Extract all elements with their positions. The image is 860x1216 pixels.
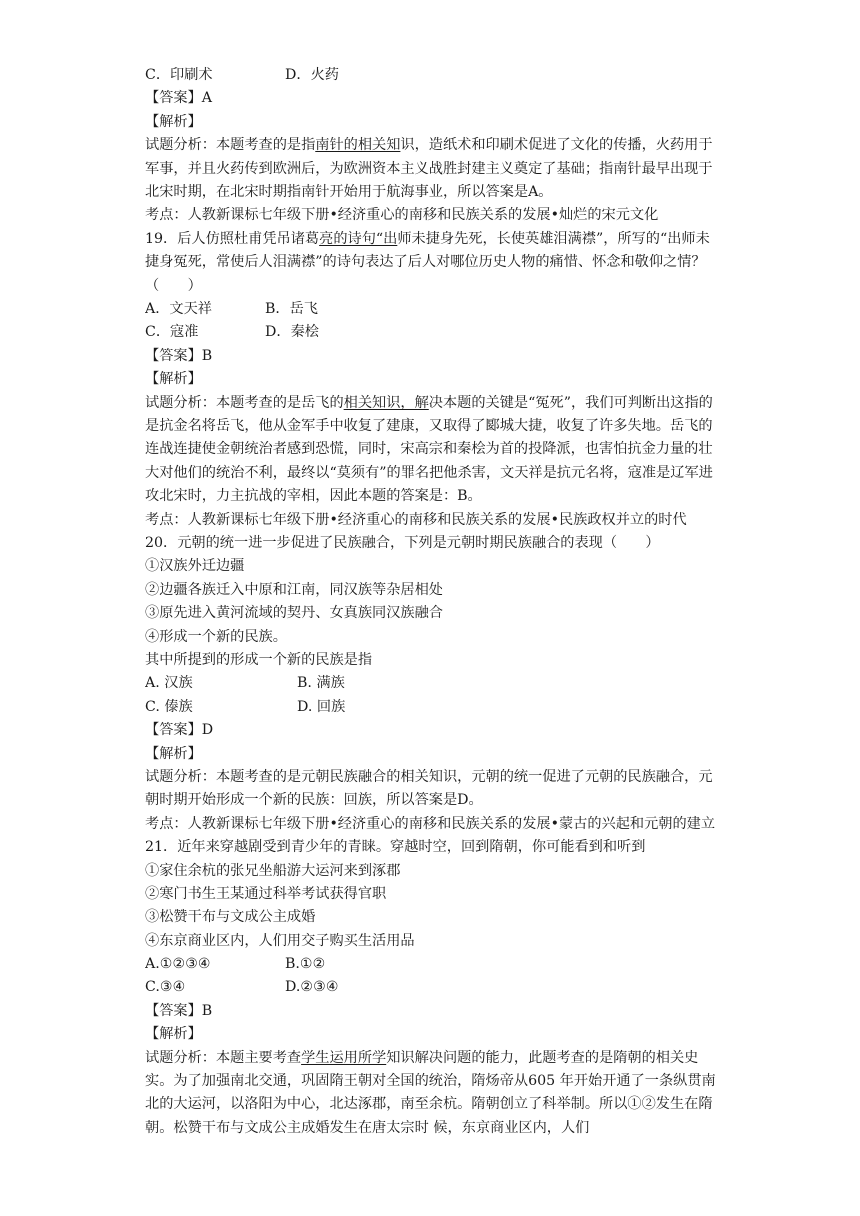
q18-option-d: D．火药 (285, 67, 339, 83)
q19-option-d: D．秦桧 (265, 324, 319, 341)
q18-point: 考点：人教新课标七年级下册•经济重心的南移和民族关系的发展•灿烂的宋元文化 (145, 207, 659, 224)
q19-analysis: 试题分析：本题考查的是岳飞的相关知识，解决本题的关键是“冤死”，我们可判断出这指的是抗金名将岳飞，他从金军手中收复了建康，又取得了郾城大捷，收复了许多失地。岳飞的连战连捷使金朝统治者感到恐慌，同时，宋高宗和秦桧为首的投降派，也害怕抗金力量的壮大对他们的统治不利，最终以“莫须有”的罪名把他杀害，文天祥是抗元名将，寇准是辽军进攻北宋时，力主抗战的宰相，因此本题的答案是：B。 (145, 394, 713, 505)
q20-stem: 20．元朝的统一进一步促进了民族融合，下列是元朝时期民族融合的表现（ ） (145, 535, 660, 551)
q20-item-2: ②边疆各族迁入中原和江南，同汉族等杂居相处 (145, 581, 443, 598)
q18-option-c: C．印刷术 (145, 67, 213, 83)
q18-options-row (145, 64, 720, 87)
q21-item-2: ②寒门书生王某通过科举考试获得官职 (145, 885, 387, 902)
q20-option-b: B. 满族 (297, 675, 345, 692)
q21-item-4: ④东京商业区内，人们用交子购买生活用品 (145, 932, 415, 949)
q21-options-row-1 (145, 953, 720, 976)
q19-option-b: B．岳飞 (265, 301, 318, 317)
q21-answer: 【答案】B (145, 1002, 213, 1019)
q20-analysis-label: 【解析】 (145, 745, 202, 762)
q20-item-3: ③原先进入黄河流域的契丹、女真族同汉族融合 (145, 605, 443, 622)
q20-option-a: A. 汉族 (145, 675, 193, 692)
q20-options-row-1 (145, 672, 720, 695)
q20-item-1: ①汉族外迁边疆 (145, 558, 245, 575)
q18-analysis: 试题分析：本题考查的是指南针的相关知识，造纸术和印刷术促进了文化的传播，火药用于军事，并且火药传到欧洲后，为欧洲资本主义战胜封建主义奠定了基础；指南针最早出现于北宋时期，在北宋时期指南针开始用于航海事业，所以答案是A。 (145, 137, 713, 200)
q20-option-c: C. 傣族 (145, 698, 193, 715)
q18-answer: 【答案】A (145, 90, 212, 107)
q21-option-a: A.①②③④ (145, 956, 211, 973)
q20-item-4: ④形成一个新的民族。 (145, 628, 287, 645)
q20-analysis: 试题分析：本题考查的是元朝民族融合的相关知识，元朝的统一促进了元朝的民族融合，元朝时期开始形成一个新的民族：回族，所以答案是D。 (145, 768, 713, 809)
q18-analysis-label: 【解析】 (145, 113, 202, 130)
q20-options-row-2 (145, 696, 720, 719)
q20-option-d: D. 回族 (297, 698, 346, 715)
q21-stem: 21．近年来穿越剧受到青少年的青睐。穿越时空，回到隋朝，你可能看到和听到 (145, 839, 646, 856)
q19-options-row-1 (145, 298, 720, 321)
q21-analysis: 试题分析：本题主要考查学生运用所学知识解决问题的能力，此题考查的是隋朝的相关史实。为了加强南北交通，巩固隋王朝对全国的统治，隋炀帝从605 年开始开通了一条纵贯南北的大运河，以洛阳为中心，北达涿郡，南至余杭。隋朝创立了科举制。所以①②发生在隋朝。松赞干布与文成公主成婚发生在唐太宗时 候，东京商业区内，人们 (145, 1049, 716, 1136)
q21-options-row-2 (145, 976, 720, 999)
q21-item-3: ③松赞干布与文成公主成婚 (145, 909, 316, 926)
q19-point: 考点：人教新课标七年级下册•经济重心的南移和民族关系的发展•民族政权并立的时代 (145, 511, 687, 528)
q19-answer: 【答案】B (145, 347, 213, 364)
q20-answer: 【答案】D (145, 722, 214, 739)
q21-analysis-label: 【解析】 (145, 1026, 202, 1043)
q20-point: 考点：人教新课标七年级下册•经济重心的南移和民族关系的发展•蒙古的兴起和元朝的建立 (145, 815, 716, 832)
q21-option-d: D.②③④ (285, 979, 339, 996)
q19-option-a: A．文天祥 (145, 301, 212, 317)
q20-sub-question: 其中所提到的形成一个新的民族是指 (145, 651, 373, 668)
q21-option-b: B.①② (285, 956, 326, 973)
q19-stem: 19．后人仿照杜甫凭吊诸葛亮的诗句“出师未捷身先死，长使英雄泪满襟”，所写的“出师未捷身冤死，常使后人泪满襟”的诗句表达了后人对哪位历史人物的痛惜、怀念和敬仰之情？（ ） (145, 230, 710, 294)
q21-item-1: ①家住余杭的张兄坐船游大运河来到涿郡 (145, 862, 401, 879)
q19-option-c: C．寇准 (145, 324, 199, 341)
q21-option-c: C.③④ (145, 979, 186, 996)
document-page (145, 64, 720, 1140)
q19-analysis-label: 【解析】 (145, 371, 202, 388)
q19-options-row-2 (145, 321, 720, 344)
